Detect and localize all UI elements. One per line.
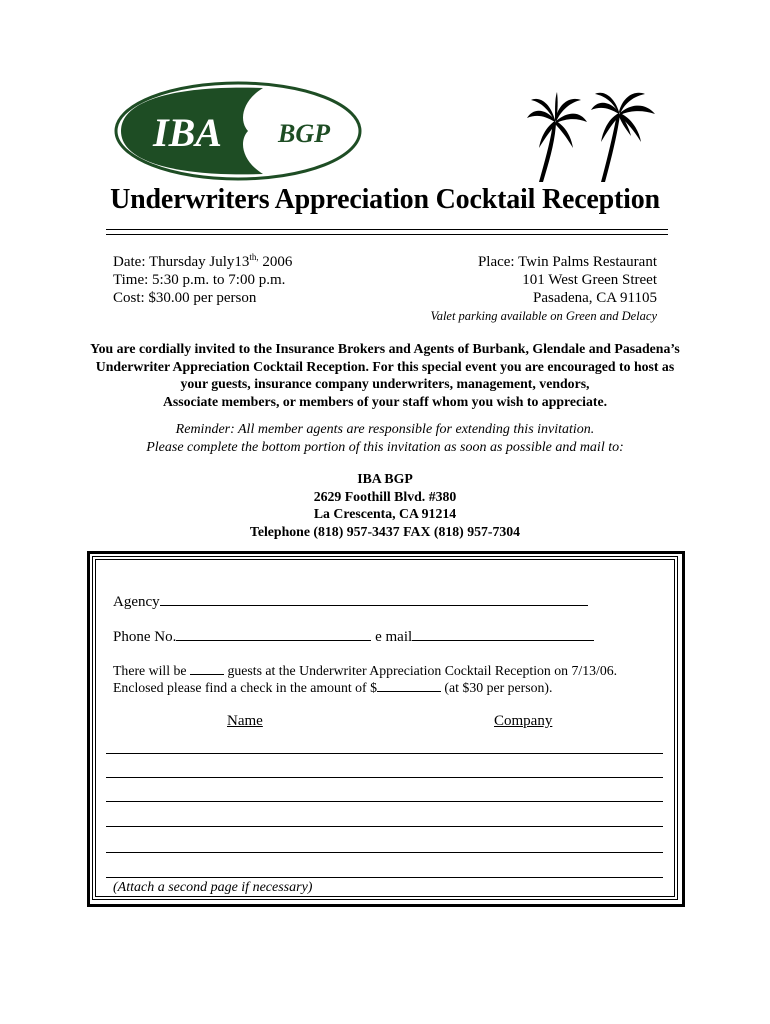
event-city: Pasadena, CA 91105 [532,290,657,306]
event-street: 101 West Green Street [522,272,657,288]
guest-entry-line[interactable] [106,826,663,827]
valet-note: Valet parking available on Green and Delacy [430,309,657,323]
page-title: Underwriters Appreciation Cocktail Reception [110,184,660,215]
name-column-header: Name [227,713,263,729]
guest-entry-line[interactable] [106,753,663,754]
event-date-text: Date: Thursday July13 [113,254,250,270]
guest-entry-line[interactable] [106,852,663,853]
attach-note: (Attach a second page if necessary) [113,880,313,895]
guest-count-line [113,662,617,679]
event-location [430,253,657,325]
title-divider-bottom [106,234,668,235]
guest-count-blank[interactable] [190,662,224,675]
address-line: Telephone (818) 957-3437 FAX (818) 957-7304 [249,523,521,539]
invitation-line: Underwriter Appreciation Cocktail Reception. For this special event you are encouraged to host as [95,358,675,374]
iba-bgp-logo [113,80,363,182]
mailing-address [60,470,710,540]
check-amount-blank[interactable] [377,679,441,692]
reminder-line: Please complete the bottom portion of this invitation as soon as possible and mail to: [146,440,624,455]
agency-field[interactable] [113,591,588,611]
phone-email-row [113,626,594,646]
invitation-line: You are cordially invited to the Insurance Brokers and Agents of Burbank, Glendale and Pasadena’s [90,341,680,356]
invitation-line: Associate members, or members of your staff whom you wish to appreciate. [162,393,608,409]
event-date-superscript: th, [249,252,259,262]
phone-label: Phone No. [113,629,177,645]
guests-text-end: guests at the Underwriter Appreciation Cocktail Reception on 7/13/06. [224,663,618,678]
address-line: 2629 Foothill Blvd. #380 [313,488,457,504]
reminder-text [60,421,710,457]
check-text-start: Enclosed please find a check in the amount of $ [113,680,377,695]
event-details [113,253,292,307]
guests-text-start: There will be [113,663,191,678]
company-column-header: Company [494,713,553,729]
address-line: IBA BGP [357,471,413,486]
agency-blank[interactable] [160,591,588,606]
agency-label: Agency [113,594,160,610]
title-divider-top [106,229,668,230]
address-line: La Crescenta, CA 91214 [313,506,457,521]
guest-entry-line[interactable] [106,777,663,778]
email-blank[interactable] [412,626,594,641]
invitation-line: your guests, insurance company underwriters, management, vendors, [180,376,590,391]
guests-section [113,662,617,696]
phone-blank[interactable] [176,626,371,641]
check-text-end: (at $30 per person). [440,680,553,695]
invitation-text [60,340,710,410]
event-date [113,253,292,271]
svg-text:IBA: IBA [153,110,222,155]
event-cost: Cost: $30.00 per person [113,290,257,306]
event-date-year: 2006 [258,254,293,270]
guest-entry-line[interactable] [106,877,663,878]
guest-entry-line[interactable] [106,801,663,802]
svg-text:BGP: BGP [278,119,330,148]
reminder-line: Reminder: All member agents are responsible for extending this invitation. [175,422,595,437]
event-place: Place: Twin Palms Restaurant [477,254,657,270]
palm-trees-icon [525,90,660,185]
check-amount-line [113,679,617,696]
email-label: e mail [371,629,413,645]
event-time: Time: 5:30 p.m. to 7:00 p.m. [113,272,286,288]
